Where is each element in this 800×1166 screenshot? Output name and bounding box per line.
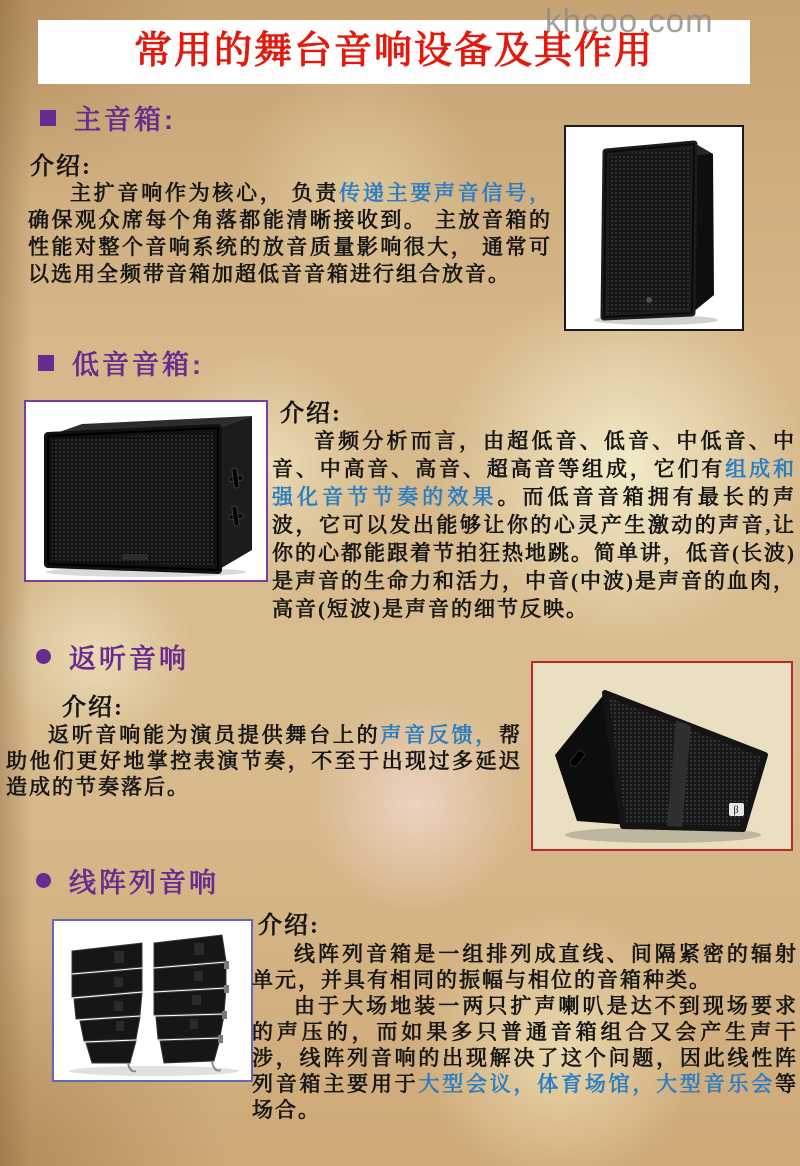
section-heading-stage-monitor [36, 637, 189, 676]
intro-label: 介绍: [280, 401, 342, 427]
subwoofer-drawing [26, 402, 266, 580]
section-heading-line-array [36, 861, 219, 900]
heading-label: 低音音箱: [72, 350, 204, 380]
circle-bullet-icon [36, 649, 51, 664]
paragraph-text: 主扩音响作为核心， 负责传递主要声音信号，确保观众席每个角落都能清晰接收到。 主放音箱的性能对整个音响系统的放音质量影响很大， 通常可以选用全频带音箱加超低音音箱进行组合放音。 [28, 181, 553, 286]
intro-label: 介绍: [62, 695, 124, 721]
paragraph-main-speaker [28, 180, 552, 288]
square-bullet-icon [40, 110, 56, 126]
svg-text:β: β [733, 805, 739, 816]
stage-monitor-drawing [533, 663, 791, 849]
paragraph-line-array [252, 941, 798, 1123]
main-speaker-drawing [566, 127, 742, 329]
paragraph-text: 由于大场地装一两只扩声喇叭是达不到现场要求的声压的，而如果多只普通音箱组合又会产生声干涉，线阵列音响的出现解决了这个问题，因此线性阵列音箱主要用于大型会议，体育场馆，大型音乐会等场合。 [252, 994, 799, 1122]
intro-label: 介绍: [30, 154, 92, 180]
circle-bullet-icon [36, 873, 51, 888]
section-heading-subwoofer [38, 343, 204, 382]
paragraph-text: 返听音响能为演员提供舞台上的声音反馈，帮助他们更好地掌控表演节奏，不至于出现过多延迟造成的节奏落后。 [6, 723, 523, 799]
heading-label: 返听音响 [69, 644, 189, 674]
heading-label: 线阵列音响 [69, 868, 219, 898]
paragraph-stage-monitor [6, 722, 522, 800]
heading-label: 主音箱: [74, 105, 176, 135]
paragraph-text: 音频分析而言，由超低音、低音、中低音、中音、中高音、高音、超高音等组成，它们有组成和强化音节节奏的效果。而低音音箱拥有最长的声波，它可以发出能够让你的心灵产生激动的声音,让你的心都能跟着节拍狂热地跳。简单讲，低音(长波)是声音的生命力和活力，中音(中波)是声音的血肉，高音(短波)是声音的细节反映。 [272, 429, 797, 621]
section-heading-main-speaker [40, 98, 176, 137]
paragraph-subwoofer [272, 427, 796, 623]
intro-label: 介绍: [258, 913, 320, 939]
square-bullet-icon [38, 355, 54, 371]
subwoofer-image [24, 400, 268, 582]
main-speaker-image [564, 125, 744, 331]
stage-monitor-image [531, 661, 793, 851]
line-array-drawing [54, 921, 251, 1080]
page-title: 常用的舞台音响设备及其作用 [133, 30, 654, 72]
line-array-image [52, 919, 253, 1082]
watermark: khcoo.com [545, 2, 714, 39]
paragraph-text: 线阵列音箱是一组排列成直线、间隔紧密的辐射单元，并具有相同的振幅与相位的音箱种类。 [252, 942, 798, 992]
